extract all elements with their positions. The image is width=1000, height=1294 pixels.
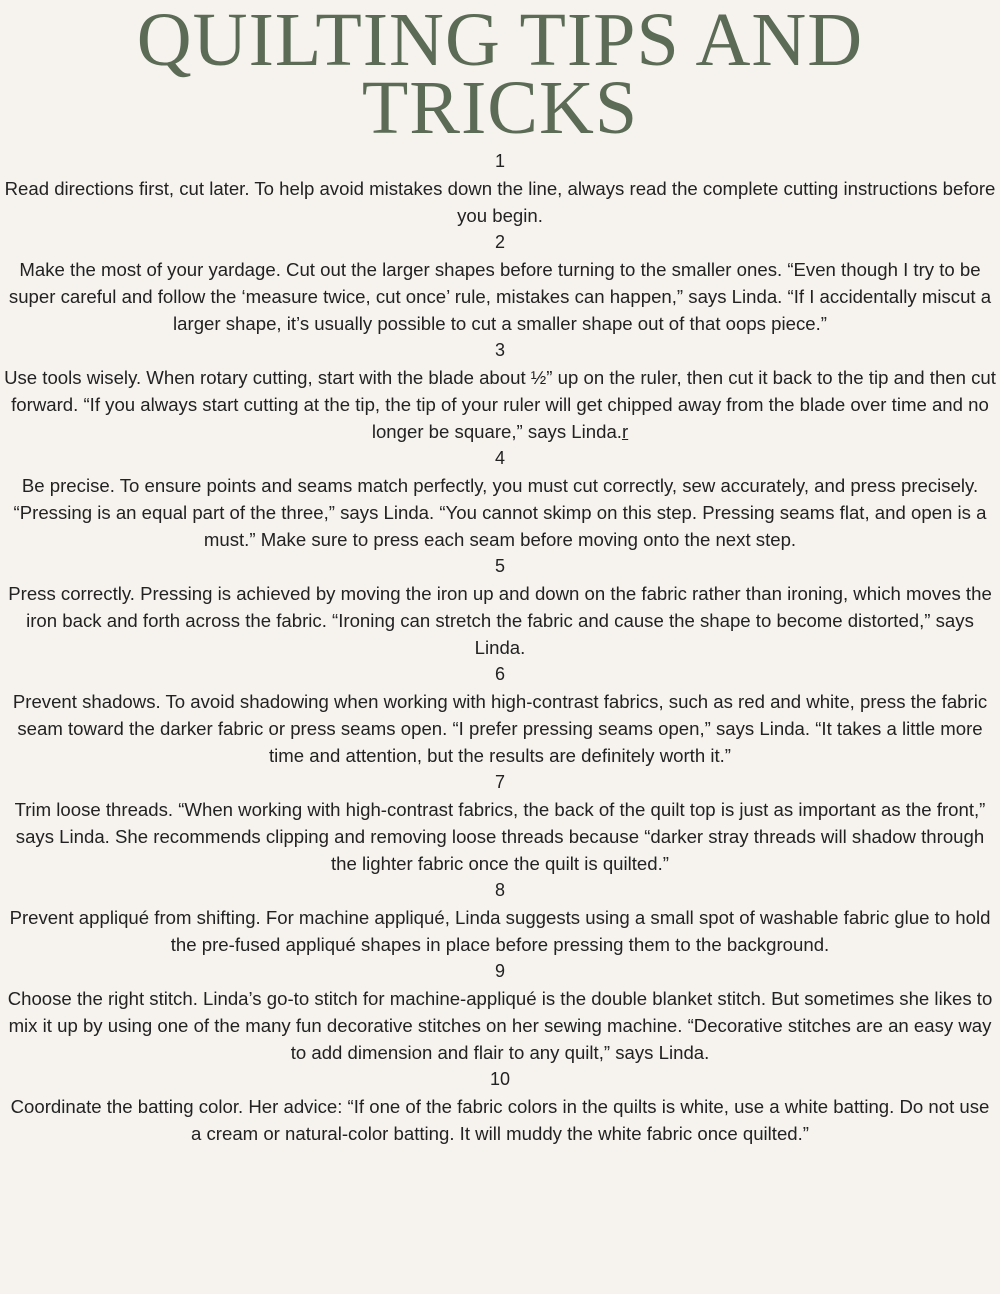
- tip-text: Prevent shadows. To avoid shadowing when working with high-contrast fabrics, such as red and white, press the fabric seam toward the darker fabric or press seams open. “I prefer pressing seams open,” says Linda. “It takes a little more time and attention, but the results are definitely worth it.”: [12, 691, 988, 766]
- tip-number: 5: [494, 556, 505, 576]
- tip-number: 9: [494, 961, 505, 981]
- tip-number: 1: [494, 151, 505, 171]
- tip-number: 7: [494, 772, 505, 792]
- tip-item: [4, 337, 996, 445]
- tip-item: [4, 877, 996, 958]
- tip-text: Be precise. To ensure points and seams match perfectly, you must cut correctly, sew accurately, and press precisely. “Pressing is an equal part of the three,” says Linda. “You cannot skimp on this step. Pressing seams flat, and open is a must.” Make sure to press each seam before moving onto the next step.: [13, 475, 987, 550]
- tip-item: [4, 553, 996, 661]
- tip-text: Make the most of your yardage. Cut out the larger shapes before turning to the smaller ones. “Even though I try to be super careful and follow the ‘measure twice, cut once’ rule, mistakes can happen,” says Linda. “If I accidentally miscut a larger shape, it’s usually possible to cut a smaller shape out of that oops piece.”: [8, 259, 992, 334]
- tip-item: [4, 229, 996, 337]
- tip-item: [4, 661, 996, 769]
- tip-text: Trim loose threads. “When working with high-contrast fabrics, the back of the quilt top is just as important as the front,” says Linda. She recommends clipping and removing loose threads because “darker stray threads will shadow through the lighter fabric once the quilt is quilted.”: [14, 799, 986, 874]
- tip-number: 2: [494, 232, 505, 252]
- tip-text: Use tools wisely. When rotary cutting, start with the blade about ½” up on the ruler, then cut it back to the tip and then cut forward. “If you always start cutting at the tip, the tip of your ruler will get chipped away from the blade over time and no longer be square,” says Linda.: [4, 367, 996, 442]
- tips-list: [4, 148, 996, 1147]
- tip-item: [4, 1066, 996, 1147]
- tip-number: 4: [494, 448, 505, 468]
- tip-trailing-mark: r: [621, 421, 629, 442]
- tip-number: 3: [494, 340, 505, 360]
- tip-item: [4, 148, 996, 229]
- tip-text: Read directions first, cut later. To help avoid mistakes down the line, always read the complete cutting instructions before you begin.: [4, 178, 996, 226]
- tip-text-wrapper: [4, 364, 996, 445]
- tip-item: [4, 445, 996, 553]
- tip-item: [4, 958, 996, 1066]
- tip-item: [4, 769, 996, 877]
- tip-number: 8: [494, 880, 505, 900]
- tip-number: 6: [494, 664, 505, 684]
- tip-text: Coordinate the batting color. Her advice: “If one of the fabric colors in the quilts is white, use a white batting. Do not use a cream or natural-color batting. It will muddy the white fabric once quilted.”: [10, 1096, 990, 1144]
- tip-text: Choose the right stitch. Linda’s go-to stitch for machine-appliqué is the double blanket stitch. But sometimes she likes to mix it up by using one of the many fun decorative stitches on her sewing machine. “Decorative stitches are an easy way to add dimension and flair to any quilt,” says Linda.: [7, 988, 993, 1063]
- page-title: QUILTING TIPS AND TRICKS: [136, 0, 864, 150]
- tip-text: Press correctly. Pressing is achieved by moving the iron up and down on the fabric rather than ironing, which moves the iron back and forth across the fabric. “Ironing can stretch the fabric and cause the shape to become distorted,” says Linda.: [8, 583, 992, 658]
- tip-number: 10: [489, 1069, 511, 1089]
- tip-text: Prevent appliqué from shifting. For machine appliqué, Linda suggests using a small spot of washable fabric glue to hold the pre-fused appliqué shapes in place before pressing them to the background.: [9, 907, 991, 955]
